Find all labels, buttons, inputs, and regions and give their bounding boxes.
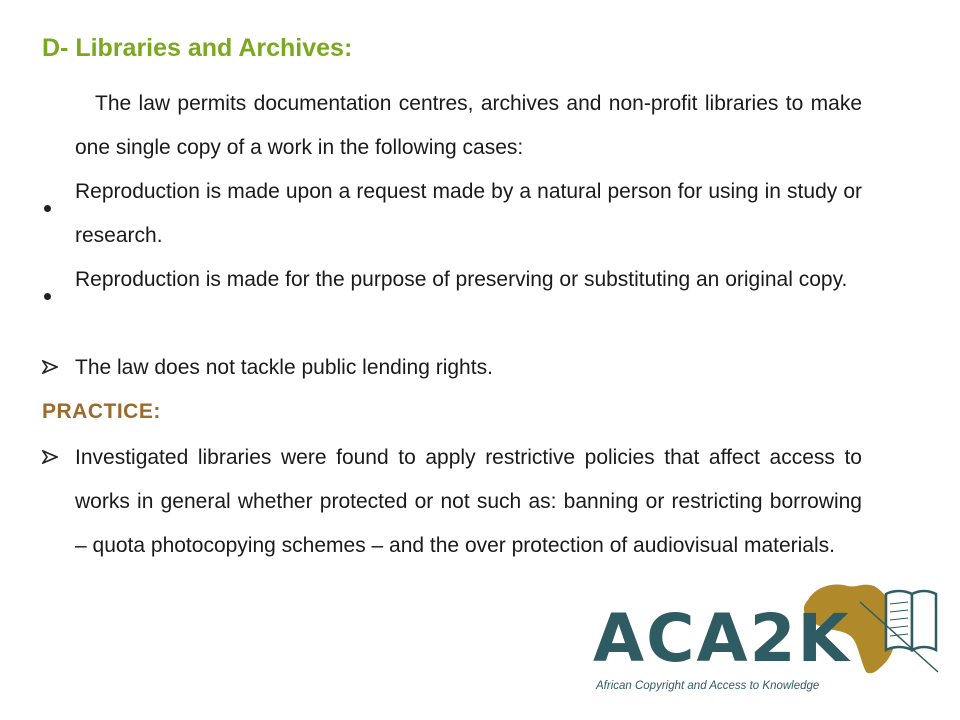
intro-paragraph: The law permits documentation centres, archives and non-profit libraries to make one single copy of a work in the following cases: (75, 92, 862, 159)
list-item (42, 346, 862, 390)
dot-bullet-icon (42, 273, 72, 317)
list-item-text: Reproduction is made upon a request made by a natural person for using in study or research. (75, 180, 862, 247)
practice-heading: PRACTICE: (42, 400, 161, 423)
list-item (42, 170, 862, 258)
list-item (42, 436, 862, 568)
list-item-text: Investigated libraries were found to apply restrictive policies that affect access to works in general whether protected or not such as: banning or restricting borrowing – quota photocopying schemes – and the over protection of audiovisual materials. (75, 446, 862, 557)
list-item-text: Reproduction is made for the purpose of preserving or substituting an original copy. (75, 268, 848, 291)
list-item-text: The law does not tackle public lending rights. (75, 356, 493, 379)
logo-tagline: African Copyright and Access to Knowledge (596, 680, 820, 692)
logo-wordmark: ACA2K (593, 600, 851, 677)
list-item (42, 258, 862, 302)
arrow-bullet-icon (42, 438, 72, 464)
section-heading: D- Libraries and Archives: (42, 34, 353, 62)
aca2k-logo (590, 572, 940, 702)
arrow-bullet-icon (42, 348, 72, 374)
dot-bullet-icon (42, 185, 72, 229)
